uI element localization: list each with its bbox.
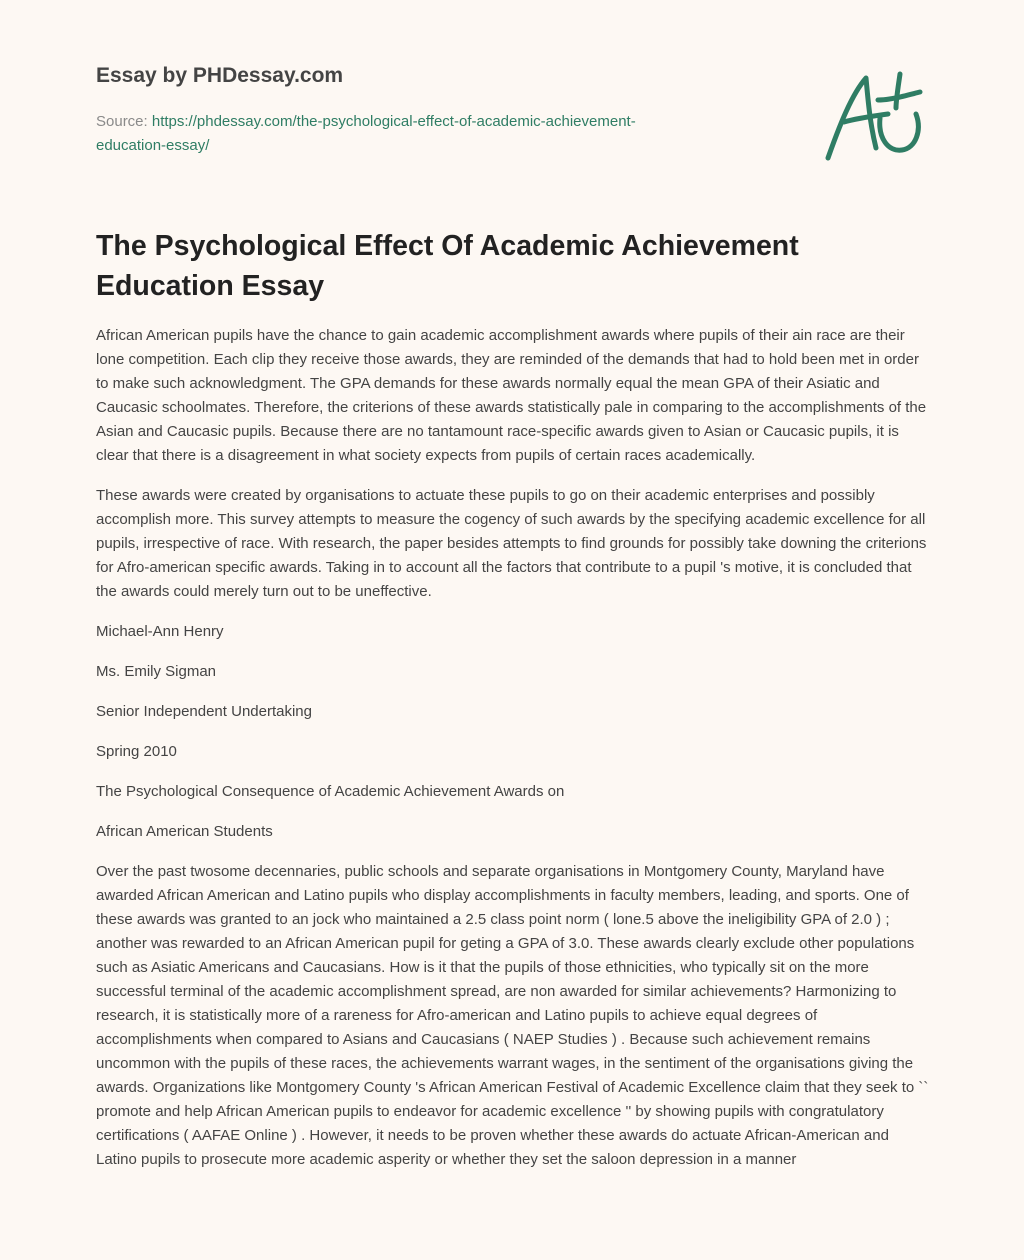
essay-paragraph: These awards were created by organisations to actuate these pupils to go on their academic enterprises and possibly accomplish more. This survey attempts to measure the cogency of such awards by the specifying academic excellence for all pupils, irrespective of race. With research, the paper besides attempts to find grounds for possibly take downing the criterions for Afro-american specific awards. Taking in to account all the factors that contribute to a pupil 's motive, it is concluded that the awards could merely turn out to be uneffective. bbox=[96, 487, 927, 600]
author-name: Michael-Ann Henry bbox=[96, 623, 224, 640]
site-title: Essay by PHDessay.com bbox=[96, 64, 344, 87]
paper-title-line1: The Psychological Consequence of Academic Achievement Awards on bbox=[96, 783, 565, 800]
source-link-line2: education-essay/ bbox=[96, 137, 210, 154]
essay-paragraph: Over the past twosome decennaries, public schools and separate organisations in Montgomery County, Maryland have awarded African American and Latino pupils who display accomplishments in faculty members, leading, and sports. One of these awards was granted to an jock who maintained a 2.5 class point norm ( lone.5 above the ineligibility GPA of 2.0 ) ; another was rewarded to an African American pupil for geting a GPA of 3.0. These awards clearly exclude other populations such as Asiatic Americans and Caucasians. How is it that the pupils of those ethnicities, who typically sit on the more successful terminal of the academic accomplishment spread, are non awarded for similar achievements? Harmonizing to research, it is statistically more of a rareness for Afro-american and Latino pupils to achieve equal degrees of accomplishments when compared to Asians and Caucasians ( NAEP Studies ) . Because such achievement remains uncommon with the pupils of these races, the achievements warrant wages, in the sentiment of the organisations giving the awards. Organizations like Montgomery County 's African American Festival of Academic Excellence claim that they seek to `` promote and help African American pupils to endeavor for academic excellence '' by showing pupils with congratulatory certifications ( AAFAE Online ) . However, it needs to be proven whether these awards do actuate African-American and Latino pupils to prosecute more academic asperity or whether they set the saloon depression in a manner bbox=[96, 863, 929, 1168]
teacher-name: Ms. Emily Sigman bbox=[96, 663, 217, 680]
course-name: Senior Independent Undertaking bbox=[96, 703, 312, 720]
essay-title: The Psychological Effect Of Academic Achievement Education Essay bbox=[96, 230, 799, 302]
source-line bbox=[96, 110, 716, 158]
paper-title-line2: African American Students bbox=[96, 823, 273, 840]
term: Spring 2010 bbox=[96, 743, 177, 760]
source-link-line1: https://phdessay.com/the-psychological-effect-of-academic-achievement- bbox=[151, 113, 636, 130]
a-plus-logo-icon bbox=[818, 66, 930, 164]
source-link[interactable] bbox=[96, 113, 636, 154]
essay-paragraph: African American pupils have the chance to gain academic accomplishment awards where pupils of their ain race are their lone competition. Each clip they receive those awards, they are reminded of the demands that had to hold been met in order to make such acknowledgment. The GPA demands for these awards normally equal the mean GPA of their Asiatic and Caucasic schoolmates. Therefore, the criterions of these awards statistically pale in comparing to the accomplishments of the Asian and Caucasic pupils. Because there are no tantamount race-specific awards given to Asian or Caucasic pupils, it is clear that there is a disagreement in what society expects from pupils of certain races academically. bbox=[96, 327, 927, 464]
essay-body bbox=[96, 324, 932, 1188]
source-label: Source: bbox=[96, 113, 148, 130]
